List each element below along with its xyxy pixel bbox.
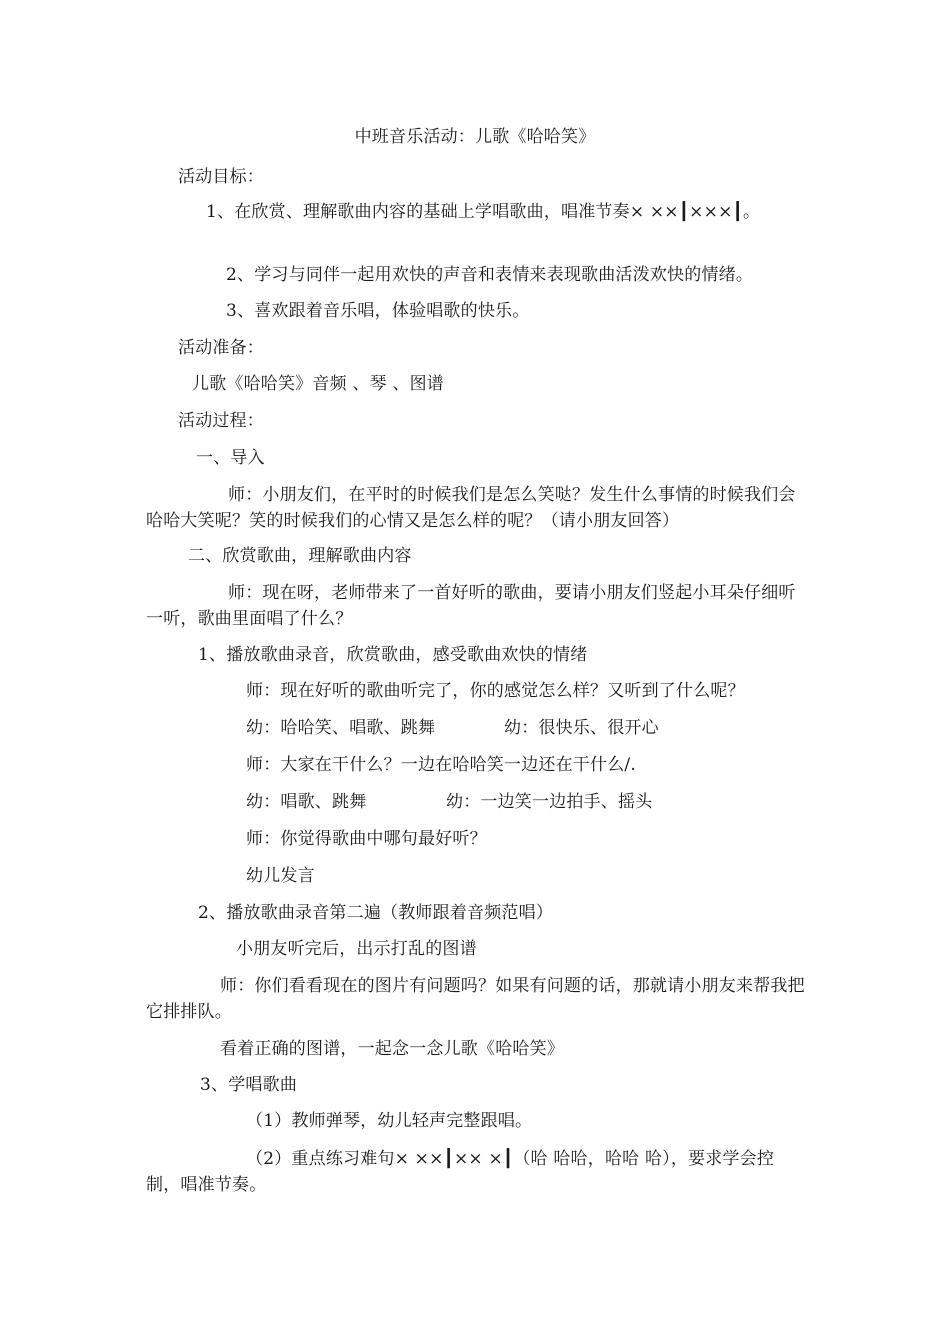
sub3-heading: 3、学唱歌曲: [200, 1075, 298, 1095]
objectives-heading: 活动目标：: [178, 167, 264, 187]
step2-heading: 二、欣赏歌曲，理解歌曲内容: [188, 546, 412, 566]
sub1-heading: 1、播放歌曲录音，欣赏歌曲，感受歌曲欢快的情绪: [198, 645, 588, 665]
sub1-child-a3: 幼：唱歌、跳舞: [246, 792, 367, 812]
sub1-child-speak: 幼儿发言: [246, 866, 315, 886]
sub1-child-a4: 幼：一边笑一边拍手、摇头: [446, 792, 653, 812]
objective-2: 2、学习与同伴一起用欢快的声音和表情来表现歌曲活泼欢快的情绪。: [226, 265, 754, 285]
sub1-child-a1: 幼：哈哈笑、唱歌、跳舞: [246, 718, 436, 738]
prep-text: 儿歌《哈哈笑》音频 、琴 、图谱: [192, 374, 445, 394]
objective-3: 3、喜欢跟着音乐唱，体验唱歌的快乐。: [226, 301, 530, 321]
sub1-teacher-q1: 师：现在好听的歌曲听完了，你的感觉怎么样？又听到了什么呢？: [246, 681, 745, 701]
sub1-child-a2: 幼：很快乐、很开心: [504, 718, 659, 738]
document-title: 中班音乐活动：儿歌《哈哈笑》: [354, 127, 596, 147]
objective-1: 1、在欣赏、理解歌曲内容的基础上学唱歌曲，唱准节奏× ××┃×××┃。: [206, 202, 761, 222]
prep-heading: 活动准备：: [178, 338, 264, 358]
step1-text: 师：小朋友们，在平时的时候我们是怎么笑哒？发生什么事情的时候我们会哈哈大笑呢？笑的时候我们的心情又是怎么样的呢？（请小朋友回答）: [146, 485, 796, 531]
step2-text: 师：现在呀，老师带来了一首好听的歌曲，要请小朋友们竖起小耳朵仔细听一听，歌曲里面唱了什么？: [146, 583, 796, 629]
sub2-heading: 2、播放歌曲录音第二遍（教师跟着音频范唱）: [198, 903, 554, 923]
sub3-item1: （1）教师弹琴，幼儿轻声完整跟唱。: [246, 1111, 533, 1131]
process-heading: 活动过程：: [178, 411, 264, 431]
sub1-teacher-q2: 师：大家在干什么？一边在哈哈笑一边还在干什么/.: [246, 755, 636, 775]
sub3-item2: （2）重点练习难句× ××┃×× ×┃（哈 哈哈，哈哈 哈），要求学会控制，唱准节奏。: [146, 1149, 775, 1195]
sub2-line1: 小朋友听完后，出示打乱的图谱: [236, 939, 477, 959]
sub2-line2: 看着正确的图谱，一起念一念儿歌《哈哈笑》: [220, 1039, 564, 1059]
sub1-teacher-q3: 师：你觉得歌曲中哪句最好听？: [246, 829, 487, 849]
sub2-text: 师：你们看看现在的图片有问题吗？如果有问题的话，那就请小朋友来帮我把它排排队。: [146, 976, 805, 1022]
step1-heading: 一、导入: [196, 448, 265, 468]
